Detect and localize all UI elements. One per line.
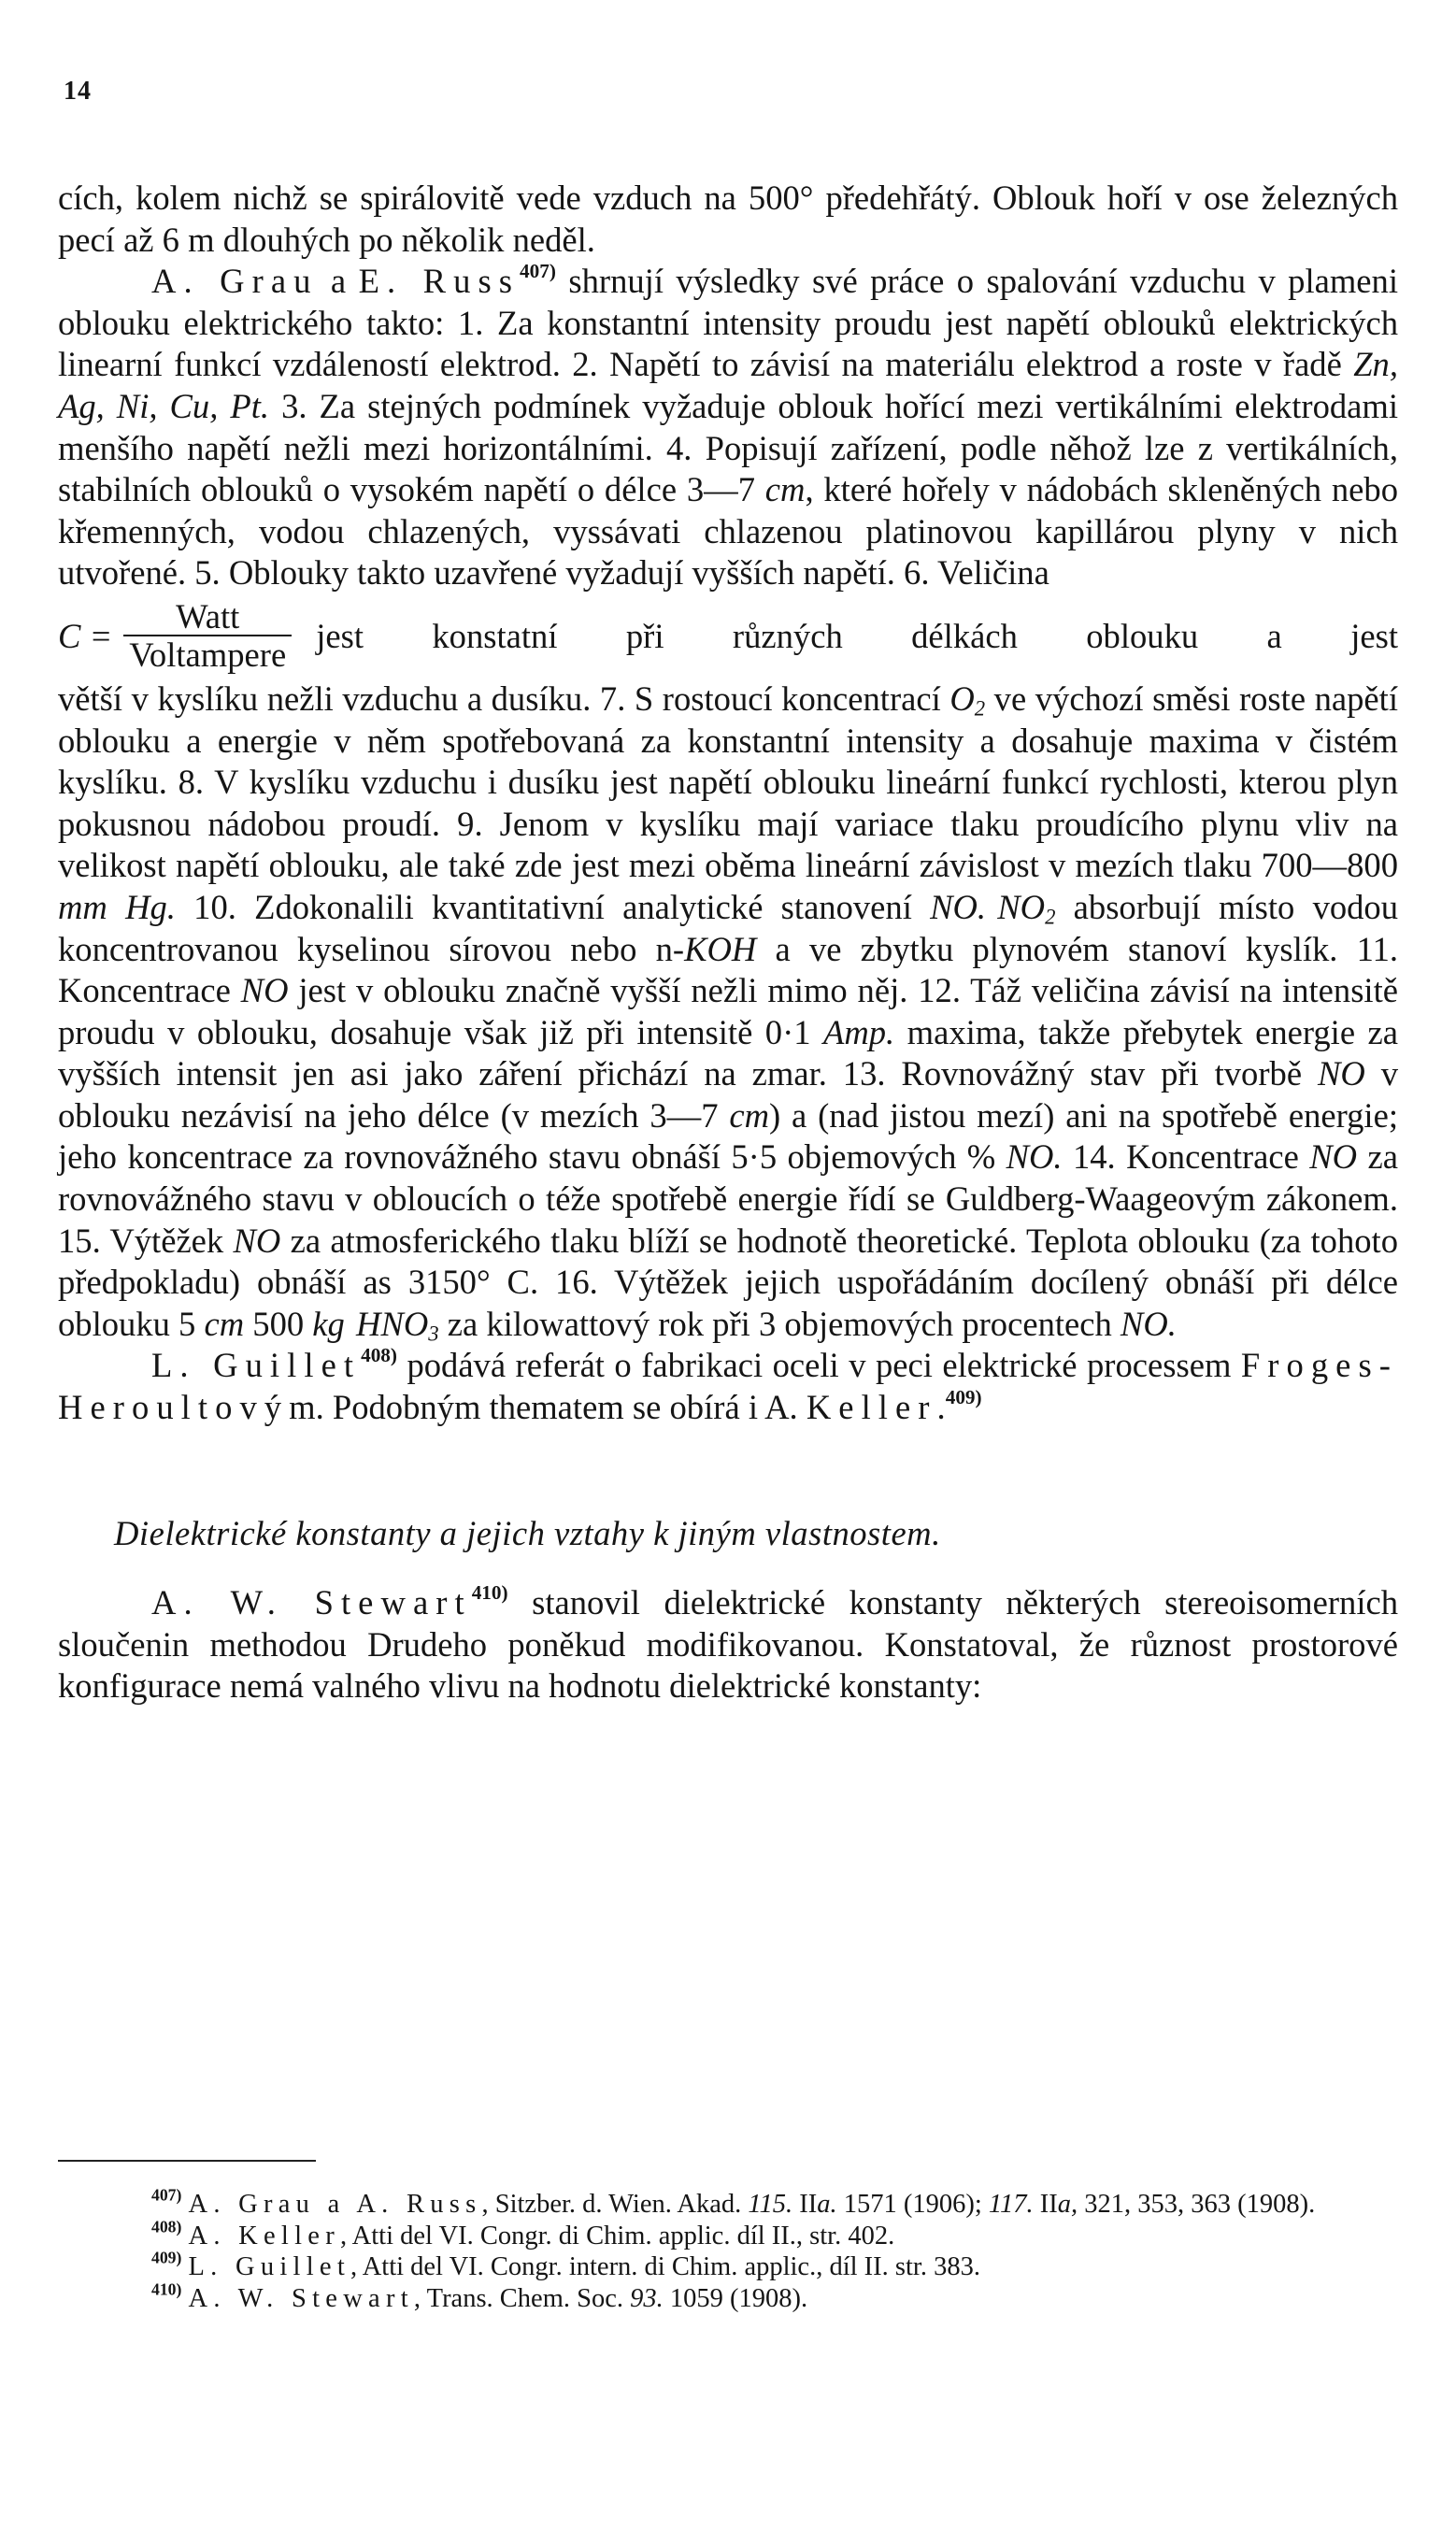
equation-trailing-text: jest konstatní při různých délkách oblouku a jest [316, 616, 1398, 655]
page-number: 14 [64, 77, 92, 106]
text-run: . [936, 1388, 946, 1427]
text-run: větší v kyslíku nežli vzduchu a dusíku. 7. S rostoucí koncentrací [58, 679, 950, 718]
text-run: , Sitzber. d. Wien. Akad. [481, 2190, 749, 2219]
section-heading: Dielektrické konstanty a jejich vztahy k jiným vlastnostem. [114, 1513, 941, 1552]
formula: NO [1309, 1137, 1358, 1177]
text-run: 321, 353, 363 (1908). [1078, 2190, 1316, 2219]
footnote-authors: A. Keller [188, 2221, 340, 2250]
text-run: 14. Koncentrace [1062, 1137, 1310, 1177]
text-run: absorbují místo vodou koncentrovanou kyselinou sírovou nebo n- [58, 887, 1399, 968]
text-run: a ve zbytku plynovém stanoví kyslík. 11. Koncentrace [58, 929, 1399, 1010]
formula: $O_2$ [949, 679, 986, 721]
paragraph-guillet [58, 1345, 1398, 1428]
text-run: jest v oblouku značně vyšší nežli mimo něj. 12. Táž veličina závisí na intensitě proudu v oblouku, dosahuje však již při intensitě 0·1 [58, 971, 1398, 1051]
paragraph-1: cích, kolem nichž se spirálovitě vede vzduch na 500° předehřátý. Oblouk hoří v ose železných pecí až 6 m dlouhých po několik neděl. [58, 179, 1398, 259]
footnote-number: 409) [151, 2248, 182, 2267]
process-name: Froges-Heroultový [58, 1346, 1398, 1427]
text-run: za rovnovážného stavu v obloucích o téže spotřebě energie řídí se Guldberg-Waageovým zákonem. 15. Výtěžek [58, 1137, 1398, 1260]
text-run: 500 [244, 1304, 313, 1343]
footnote-authors: L. Guillet [188, 2252, 351, 2281]
footnote-number: 407) [151, 2185, 182, 2205]
formula: KOH [684, 929, 757, 968]
metal-series: Zn, Ag, Ni, Cu, Pt. [58, 345, 1398, 425]
footnote-authors: A. W. Stewart [188, 2283, 414, 2313]
formula: $HNO_3$ [356, 1304, 439, 1346]
text-run: 3. Za stejných podmínek vyžaduje oblouk hořící mezi vertikálními elektrodami menšího napětí nežli mezi horizontálními. 4. Popisují zařízení, podle něhož lze z vertikálních, stabilních oblouků o vysokém napětí o délce 3—7 [58, 386, 1398, 509]
footnote-number: 410) [151, 2279, 182, 2299]
volume: 115. [748, 2190, 793, 2219]
footnote-ref: 407) [520, 260, 556, 283]
formula: NO. [1120, 1304, 1177, 1343]
unit: kg [312, 1304, 345, 1343]
formula: NO. [930, 887, 987, 926]
footnote-ref: 409) [945, 1386, 982, 1409]
text-run: 1571 (1906); [836, 2190, 989, 2219]
unit: cm [764, 470, 806, 509]
formula: NO [240, 971, 289, 1010]
equation-line [58, 596, 1398, 677]
volume: 93. [630, 2283, 664, 2313]
unit: cm [729, 1095, 770, 1135]
volume: 117. [988, 2190, 1034, 2219]
footnote-number: 408) [151, 2217, 182, 2236]
paragraph-grau-russ [58, 261, 1398, 594]
unit: mm Hg. [58, 887, 176, 926]
footnote-ref: 408) [361, 1344, 397, 1367]
equation-lhs: C = [58, 616, 113, 655]
paragraph-stewart [58, 1582, 1398, 1707]
text-run: , Trans. Chem. Soc. [413, 2283, 631, 2313]
footnote-410 [58, 2279, 1398, 2315]
unit: Amp. [823, 1012, 895, 1051]
section-letter: a. [817, 2190, 837, 2219]
formula: NO [1317, 1054, 1365, 1093]
text-run: 1059 (1908). [663, 2283, 808, 2313]
text-run: maxima, takže přebytek energie za vyšších intensit jen asi jako záření přichází na zmar. 13. Rovnovážný stav při tvorbě [58, 1012, 1398, 1093]
text-run: II [1033, 2190, 1058, 2219]
text-run: , které hořely v nádobách skleněných nebo křemenných, vodou chlazených, vyssávati chlazenou platinovou kapillárou plyny v nich utvořené. 5. Oblouky takto uzavřené vyžadují vyšších napětí. 6. Veličina [58, 470, 1398, 593]
text-run: , Atti del VI. Congr. di Chim. applic. díl II., str. 402. [339, 2221, 895, 2250]
text-run: , Atti del VI. Congr. intern. di Chim. applic., díl II. str. 383. [350, 2252, 980, 2281]
text-run: ve výchozí směsi roste napětí oblouku a energie v něm spotřebovaná za konstantní intensity a dosahuje maxima v čistém kyslíku. 8. V kyslíku vzduchu i dusíku jest napětí oblouku lineární funkcí rychlosti, kterou plyn pokusnou nádobou proudí. 9. Jenom v kyslíku mají variace tlaku proudícího plynu vliv na velikost napětí oblouku, ale také zde jest mezi oběma lineární závislost v mezích tlaku 700—800 [58, 679, 1398, 885]
formula: NO [233, 1221, 281, 1260]
footnote-407 [58, 2185, 1398, 2221]
conjunction: a [318, 262, 359, 301]
section-letter: a, [1057, 2190, 1078, 2219]
author-name: A. Grau [151, 262, 319, 301]
footnote-409 [58, 2248, 1398, 2283]
text-run: podává referát o fabrikaci oceli v peci elektrické processem [396, 1346, 1241, 1385]
footnote-ref: 410) [471, 1581, 508, 1605]
main-text [58, 178, 1398, 1707]
text-run: . Podobným thematem se obírá i A. [315, 1388, 807, 1427]
text-run: stanovil dielektrické konstanty některých stereoisomerních sloučenin methodou Drudeho poněkud modifikovanou. Konstatoval, že různost prostorové konfigurace nemá valného vlivu na hodnotu dielektrické konstanty: [58, 1583, 1399, 1706]
text-run: ) a (nad jistou mezí) ani na spotřebě energie; jeho koncentrace za rovnovážného stavu obnáší 5·5 objemových % [58, 1095, 1398, 1177]
author-name: A. W. Stewart [151, 1583, 472, 1622]
author-name: E. Russ [358, 262, 521, 301]
unit: cm [204, 1304, 245, 1343]
fraction-denominator: Voltampere [123, 635, 292, 674]
text-run: za kilowattový rok při 3 objemových procentech [438, 1304, 1121, 1343]
text-run: shrnují výsledky své práce o spalování vzduchu v plameni oblouku elektrického takto: 1. Za konstantní intensity proudu jest napětí oblouků elektrických linearní funkcí vzdáleností elektrod. 2. Napětí to závisí na materiálu elektrod a roste v řadě [58, 262, 1398, 384]
text-run: 10. Zdokonalili kvantitativní analytické stanovení [175, 887, 931, 926]
text-run: II [792, 2190, 818, 2219]
fraction-numerator: Watt [176, 596, 240, 636]
footnote-authors: A. Grau a A. Russ [188, 2190, 482, 2219]
text-run: v oblouku nezávisí na jeho délce (v mezích 3—7 [58, 1054, 1398, 1135]
author-name: L. Guillet [151, 1346, 362, 1385]
footnotes [58, 2185, 1398, 2314]
text-run: za atmosferického tlaku blíží se hodnotě theoretické. Teplota oblouku (za tohoto předpokladu) obnáší as 3150° C. 16. Výtěžek jejich uspořádáním docílený obnáší při délce oblouku 5 [58, 1221, 1398, 1343]
author-name: Keller [806, 1388, 937, 1427]
equation-fraction [123, 596, 292, 674]
text-run: m [289, 1388, 316, 1427]
footnote-separator [58, 2160, 316, 2162]
footnote-408 [58, 2217, 1398, 2252]
paragraph-grau-russ-continued [58, 679, 1398, 1346]
formula: NO. [1006, 1137, 1063, 1177]
formula: $NO_2$ [997, 887, 1056, 929]
